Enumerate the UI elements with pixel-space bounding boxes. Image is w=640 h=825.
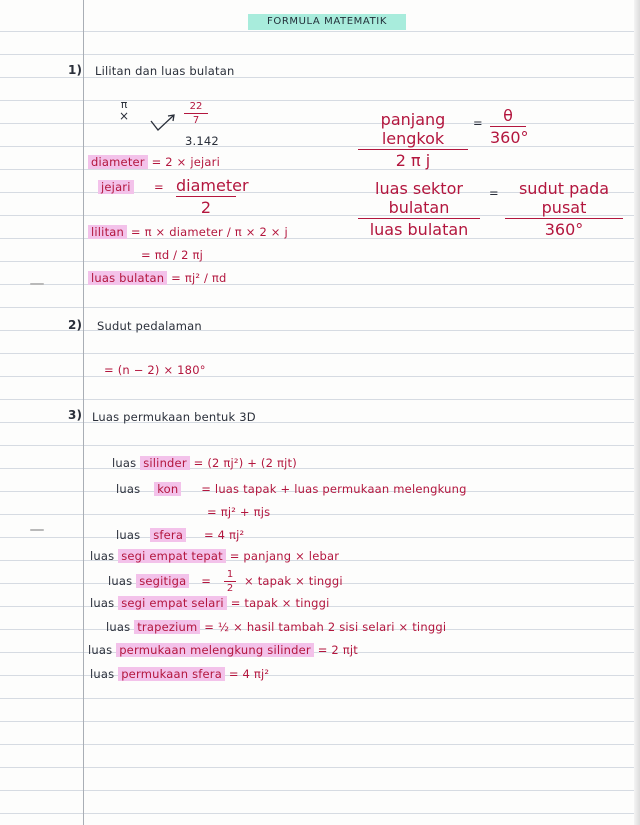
section-heading: Luas permukaan bentuk 3D [92,410,256,424]
formula-row [88,271,227,285]
formula-expression: = tapak × tinggi [230,596,330,610]
times-symbol: × [118,109,130,123]
page-edge [634,0,640,825]
term-label: permukaan melengkung silinder [116,643,314,657]
term-prefix: luas [116,482,141,496]
term-label: segi empat tepat [118,549,226,563]
formula-expression: = panjang × lebar [229,549,340,563]
term-prefix: luas [90,549,115,563]
formula-row [108,574,211,588]
formula-expression: = πj² + πjs [207,505,271,519]
term-prefix: luas [90,596,115,610]
section-number: 1) [68,63,83,77]
margin-line [83,0,84,825]
equals-sign: = [473,116,483,130]
fraction-denominator: 2 [200,198,212,217]
equals-sign: = [154,180,164,194]
fraction-denominator: 7 [192,115,200,126]
formula-expression: = π × diameter / π × 2 × j [130,225,288,239]
formula-row [88,643,358,657]
section-number: 3) [68,408,83,422]
fraction-bar [184,113,208,114]
half-fraction [224,569,236,594]
term-prefix: luas [90,667,115,681]
fraction-denominator: 360° [544,220,584,239]
term-label: luas bulatan [88,271,167,285]
formula-expression: = (2 πj²) + (2 πjt) [193,456,297,470]
term-label: kon [154,482,181,496]
formula-row [116,482,467,496]
fraction-bar [358,218,480,219]
term-prefix: luas [112,456,137,470]
fraction-bar [505,218,623,219]
formula-row [106,620,446,634]
equals-sign: = [201,574,212,588]
pencil-mark [30,529,44,531]
term-prefix: luas [108,574,133,588]
fraction-bar [490,126,526,127]
pi-fraction [116,98,132,121]
fraction-bar [224,581,236,582]
formula-expression: = 4 πj² [228,667,270,681]
term-label: jejari [98,180,134,194]
fraction-numerator: luas sektor bulatan [375,179,463,217]
term-label: permukaan sfera [118,667,225,681]
fraction-numerator: sudut pada pusat [518,179,610,217]
arc-ratio-rhs [490,106,529,147]
formula-row [112,456,297,470]
formula-row [116,528,244,542]
fraction-bar [358,149,468,150]
fraction-denominator: 2 π j [395,151,431,170]
fraction-denominator: luas bulatan [369,220,469,239]
arc-ratio-lhs [358,110,468,170]
formula-expression: = 2 × jejari [151,155,220,169]
term-label: lilitan [88,225,127,239]
pencil-mark [30,283,44,285]
formula-expression: = luas tapak + luas permukaan melengkung [201,482,467,496]
formula-row [90,596,329,610]
formula-row [88,155,220,169]
pi-fraction-value [184,101,208,126]
branch-arrow-icon [148,112,178,134]
term-label: segitiga [136,574,189,588]
jejari-fraction [176,176,249,217]
fraction-numerator: 22 [189,101,203,112]
term-prefix: luas [106,620,131,634]
formula-expression: = 4 πj² [203,528,245,542]
fraction-denominator: 2 [226,583,234,594]
term-prefix: luas [116,528,141,542]
formula-expression: = πj² / πd [171,271,227,285]
formula-row [90,667,269,681]
term-label: diameter [88,155,148,169]
fraction-numerator: diameter [176,176,249,195]
term-label: silinder [140,456,190,470]
fraction-numerator: panjang lengkok [380,110,446,148]
page-title: FORMULA MATEMATIK [248,14,406,30]
section-number: 2) [68,318,83,332]
sector-ratio-lhs [358,179,480,239]
formula-expression: = ½ × hasil tambah 2 sisi selari × tinggi [204,620,447,634]
formula-expression: = πd / 2 πj [141,248,203,262]
sector-ratio-rhs [505,179,623,239]
pi-decimal: 3.142 [185,134,219,148]
fraction-numerator: θ [503,106,513,125]
term-label: sfera [150,528,186,542]
term-prefix: luas [88,643,113,657]
section-heading: Lilitan dan luas bulatan [95,64,235,78]
term-label: segi empat selari [118,596,227,610]
formula-row [88,225,288,239]
section-heading: Sudut pedalaman [97,319,202,333]
fraction-bar [176,196,236,197]
formula-expression: × tapak × tinggi [244,574,343,588]
term-label: trapezium [134,620,200,634]
fraction-numerator: 1 [226,569,234,580]
formula-expression: = (n − 2) × 180° [104,363,206,377]
equals-sign: = [489,186,499,200]
pi-symbol: π [120,98,128,111]
fraction-denominator: 360° [490,128,529,147]
formula-expression: = 2 πjt [317,643,358,657]
formula-row [90,549,339,563]
